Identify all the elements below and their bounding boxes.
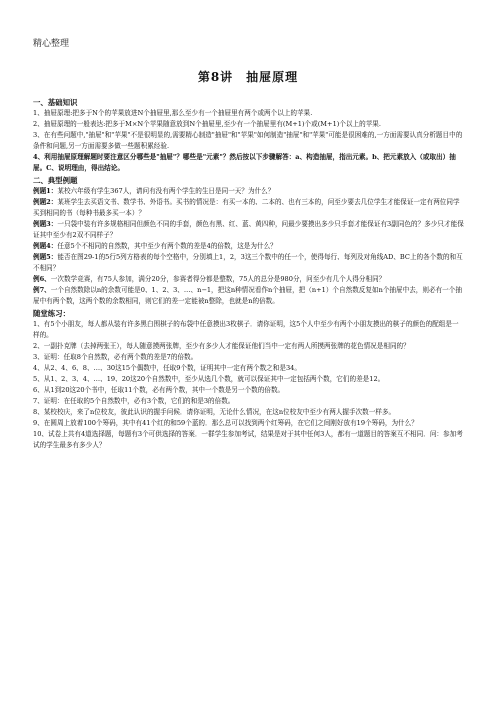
basics-item-3: 3、在有些问题中,"抽屉"和"苹果"不是很明显的,需要精心制造"抽屉"和"苹果"如何制造"抽屉"和"苹果"可能是很困难的,一方面需要认真分析题目中的条件和问题,另一方面需要多做一些题积累经验. — [33, 131, 463, 150]
section-heading-practice: 随堂练习： — [33, 309, 70, 318]
practice-item-4: 4、从2、4、6、8、…、30这15个偶数中，任取9个数，证明其中一定有两个数之和是34。 — [33, 364, 301, 372]
example-label: 例题3： — [33, 220, 58, 228]
basics-item-1: 1、抽屉原理:把多于N个的苹果放进N个抽屉里,那么至少有一个抽屉里有两个或两个以上的苹果. — [33, 109, 313, 117]
example-4 — [33, 241, 465, 252]
page-title: 第8讲 抽屉原理 — [197, 70, 299, 84]
practice-item-10: 10、试卷上共有4道选择题，每题有3个可供选择的答案．一群学生参加考试，结果是对于其中任何3人，都有一道题目的答案互不相同．问：参加考试的学生最多有多少人？ — [33, 430, 463, 449]
practice-item-3: 3、证明：任取8个自然数，必有两个数的差是7的倍数。 — [33, 353, 198, 361]
example-label: 例题2： — [33, 198, 58, 206]
content-body — [33, 96, 465, 451]
example-label: 例7、 — [33, 286, 51, 294]
example-3 — [33, 219, 465, 241]
practice-item-2: 2、一副扑克牌（去掉两张王），每人随意摸两张牌，至少有多少人才能保证他们当中一定有两人所摸两张牌的花色情况是相同的？ — [33, 342, 410, 350]
basics-item-4-plain: 4、利用抽屉原理解题时要注意区分哪些是"抽屉"？哪些是"元素"？ — [33, 153, 230, 161]
example-2 — [33, 197, 465, 219]
example-text: 一个自然数除以n的余数可能是0、1、2、3、…、n−1，把这n种情况看作n个抽屉，把（n+1）个自然数反复如n个抽屉中去，则必有一个抽屉中有两个数，这两个数的余数相同，则它们的差一定能被n整除，也就是n的倍数。 — [33, 286, 462, 305]
example-label: 例题4： — [33, 242, 58, 250]
practice-item-6: 6、从1到20这20个书中，任取11个数，必有两个数，其中一个数是另一个数的倍数。 — [33, 386, 285, 394]
basics-item-4-bold: 然后按以下步骤解答：a、构造抽屉，指出元素。b、把元素放入（或取出）抽屉。C、说明理由，得出结论。 — [33, 153, 456, 172]
basics-item-2: 2、抽屉原理的一般表达:把多于M×N个苹果随意放到N个抽屉里,至少有一个抽屉里有(M+1)个或(M+1)个以上的苹果. — [33, 120, 381, 128]
example-1 — [33, 186, 465, 197]
example-label: 例题5： — [33, 253, 58, 261]
practice-item-7: 7、证明：在任取的5个自然数中，必有3个数，它们的和是3的倍数。 — [33, 397, 235, 405]
example-label: 例6、 — [33, 275, 51, 283]
practice-item-9: 9、在圆周上放着100个筹码，其中有41个红的和59个蓝的．那么总可以找到两个红筹码，在它们之间刚好放有19个筹码，为什么？ — [33, 419, 418, 427]
example-text: 能否在图29-1的5行5列方格表的每个空格中，分别填上1，2，3这三个数中的任一个，使得每行、每列及对角线AD、BC上的各个数的和互不相同？ — [33, 253, 463, 272]
example-5 — [33, 252, 465, 274]
section-heading-basics: 一、基础知识 — [33, 98, 78, 107]
example-text: 任意5个不相同的自然数，其中至少有两个数的差是4的倍数，这是为什么？ — [57, 242, 277, 250]
basics-item-4 — [33, 152, 465, 174]
example-text: 一次数学竞赛，有75人参加，满分20分，参赛者得分都是整数，75人的总分是980分，问至少有几个人得分相同？ — [50, 275, 386, 283]
header-note: 精心整理 — [33, 39, 70, 49]
example-text: 一只袋中装有许多规格相同但颜色不同的手套，颜色有黑、红、蓝、黄四种，问最少要摸出多少只手套才能保证有3副同色的？多少只才能保证其中至少有2双不同样子？ — [33, 220, 464, 239]
example-text: 某校六年级有学生367人，请问有没有两个学生的生日是同一天？为什么？ — [57, 187, 275, 195]
practice-item-1: 1、有5个小朋友，每人都从装有许多黑白围棋子的布袋中任意摸出3枚棋子．请你证明，这5个人中至少有两个小朋友摸出的棋子的颜色的配组是一样的。 — [33, 320, 459, 339]
example-6 — [33, 274, 465, 285]
practice-item-5: 5、从1、2、3、4、…、19、20这20个自然数中，至少从选几个数，就可以保证其中一定包括两个数，它们的差是12。 — [33, 375, 385, 383]
practice-item-8: 8、某校校庆，来了n位校友，彼此认识的握手问候．请你证明，无论什么情况，在这n位校友中至少有两人握手次数一样多。 — [33, 408, 396, 416]
section-heading-examples: 二、典型例题 — [33, 176, 78, 185]
example-7 — [33, 285, 465, 307]
example-text: 某班学生去买语文书、数学书、外语书。买书的情况是：有买一本的、二本的、也有三本的，问至少要去几位学生才能保证一定有两位同学买到相同的书（每种书最多买一本）？ — [33, 198, 460, 217]
example-label: 例题1： — [33, 187, 58, 195]
